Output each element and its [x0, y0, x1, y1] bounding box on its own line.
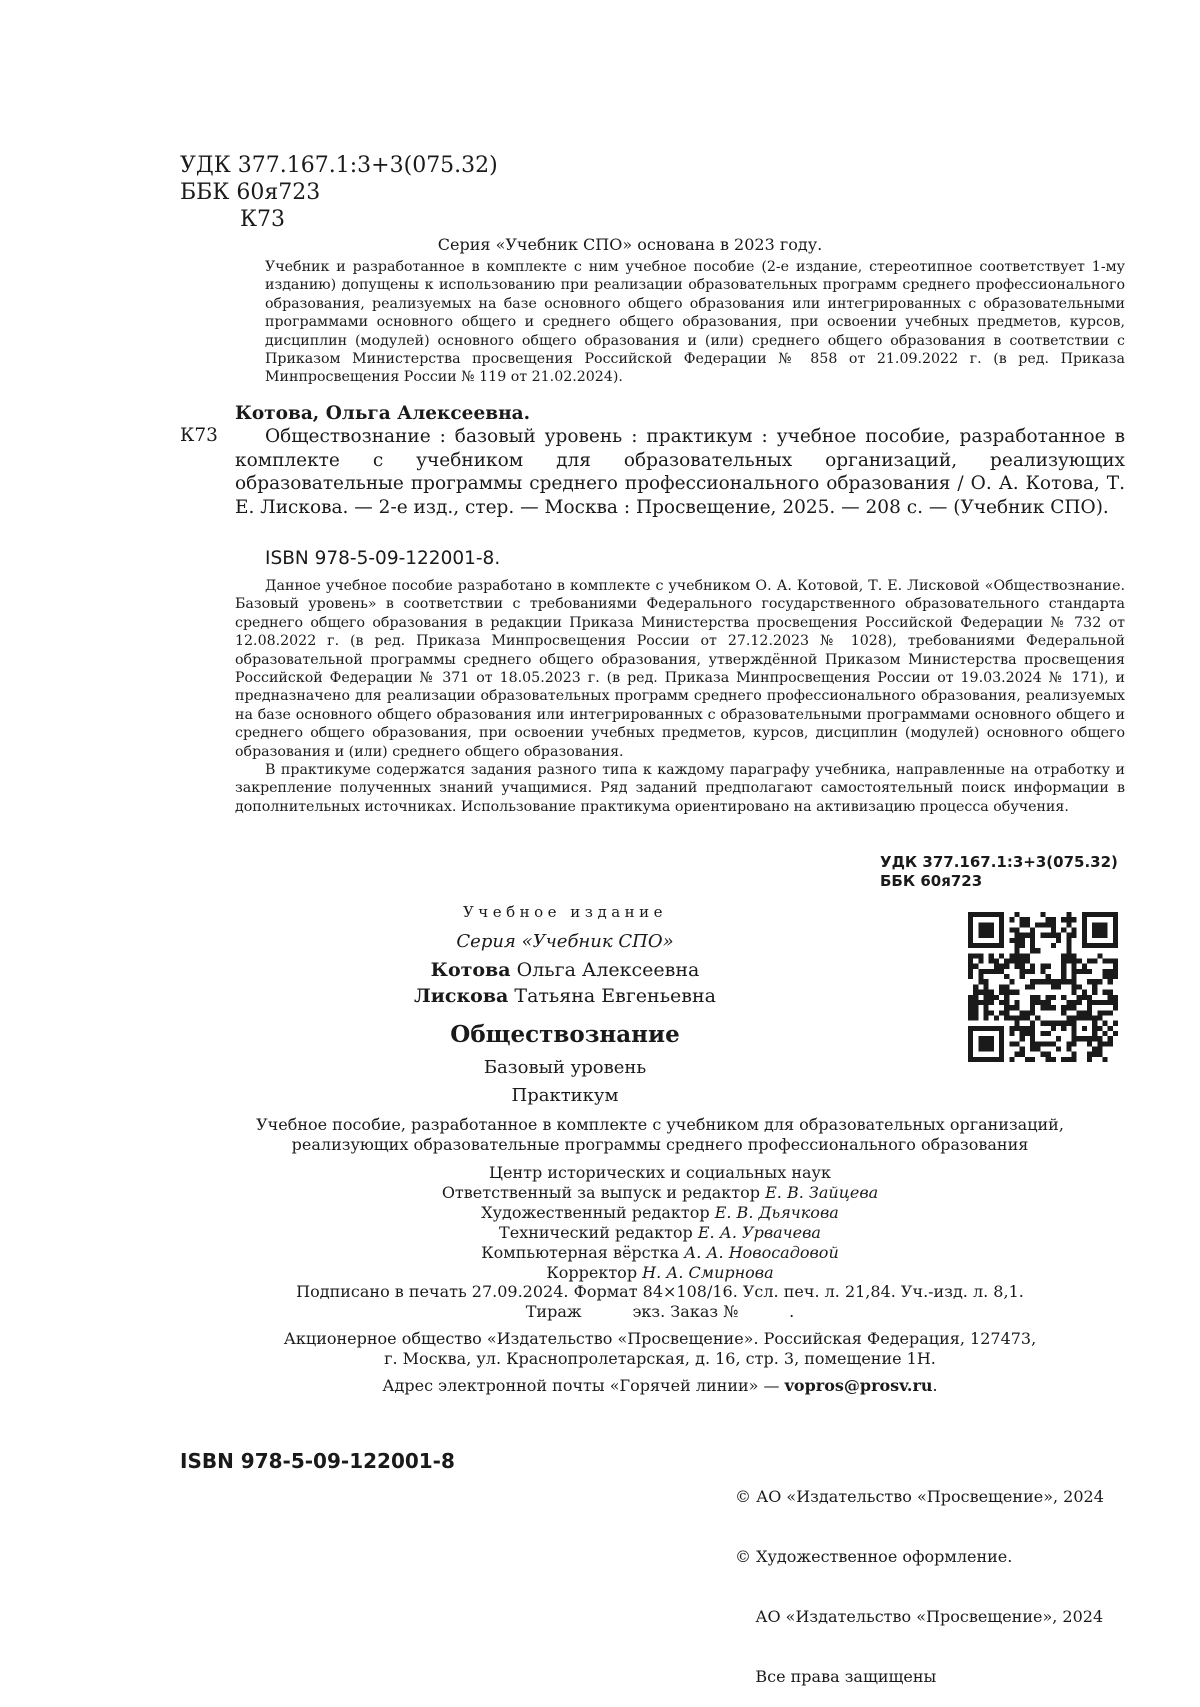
staff-name: Е. А. Урвачева — [697, 1223, 821, 1242]
description-line-2: реализующих образовательные программы среднего профессионального образования — [291, 1135, 1029, 1154]
series-note: Серия «Учебник СПО» основана в 2023 году. — [437, 235, 823, 254]
copyright-line: © Художественное оформление. — [735, 1547, 1013, 1566]
copyright-block — [735, 1447, 1104, 1707]
staff-name: Н. А. Смирнова — [642, 1263, 774, 1282]
qr-code-icon — [968, 912, 1118, 1062]
classification-codes — [180, 152, 498, 233]
staff-name: А. А. Новосадовой — [684, 1243, 839, 1262]
email-end: . — [932, 1376, 938, 1395]
email-link[interactable]: vopros@prosv.ru — [784, 1376, 933, 1395]
bibliographic-record: Обществознание : базовый уровень : практикум : учебное пособие, разработанное в комплекте с учебником для образовательных организаций, реализующих образовательные программы среднего профессионального образования / О. А. Котова, Т. Е. Лискова. — 2-е изд., стер. — Москва : Просвещение, 2025. — 208 с. — (Учебник СПО). — [235, 426, 1125, 518]
staff-role: Корректор — [546, 1263, 643, 1282]
author-1-name: Ольга Алексеевна — [510, 959, 700, 981]
staff-line — [180, 1203, 1140, 1223]
approval-text: Учебник и разработанное в комплекте с ним учебное пособие (2-е издание, стереотипное соответствует 1-му изданию) допущены к использованию при реализации образовательных программ среднего профессионального образования, реализуемых на базе основного общего образования или интегрированных с образовательными программами основного общего и среднего общего образования, при освоении учебных предметов, курсов, дисциплин (модулей) основного общего образования и (или) среднего общего образования в соответствии с Приказом Министерства просвещения Российской Федерации № 858 от 21.09.2022 г. (в ред. Приказа Минпросвещения России № 119 от 21.02.2024). — [265, 259, 1125, 386]
email-label: Адрес электронной почты «Горячей линии» — — [382, 1376, 785, 1395]
staff-line — [180, 1163, 1140, 1183]
edition-type: Учебное издание — [462, 903, 668, 921]
staff-role: Центр исторических и социальных наук — [489, 1163, 831, 1182]
staff-list — [180, 1163, 1140, 1283]
staff-role: Компьютерная вёрстка — [481, 1243, 685, 1262]
annotation-paragraph-1: Данное учебное пособие разработано в комплекте с учебником О. А. Котовой, Т. Е. Лисковой «Обществознание. Базовый уровень» в соответствии с требованиями Федерального государственного образовательного стандарта среднего общего образования в редакции Приказа Министерства просвещения Российской Федерации № 732 от 12.08.2022 г. (в ред. Приказа Минпросвещения России от 27.12.2023 № 1028), требованиями Федеральной образовательной программы среднего общего образования, утверждённой Приказом Министерства просвещения Российской Федерации № 371 от 18.05.2023 г. (в ред. Приказа Минпросвещения России от 19.03.2024 № 171), и предназначено для реализации образовательных программ среднего профессионального образования, реализуемых на базе основного общего образования или интегрированных с образовательными программами основного общего и среднего общего образования, при освоении учебных предметов, курсов, дисциплин (модулей) основного общего образования и (или) среднего общего образования. — [235, 578, 1125, 760]
udk-code: УДК 377.167.1:3+3(075.32) — [180, 153, 498, 178]
staff-line — [180, 1223, 1140, 1243]
annotation — [235, 577, 1125, 816]
print-signed-line-2: Тираж экз. Заказ № . — [525, 1302, 795, 1321]
bibliographic-author: Котова, Ольга Алексеевна. — [235, 403, 531, 424]
annotation-paragraph-2: В практикуме содержатся задания разного типа к каждому параграфу учебника, направленные на отработку и закрепление полученных знаний учащимися. Ряд заданий предполагают самостоятельный поиск информации в дополнительных источниках. Использование практикума ориентировано на активизацию процесса обучения. — [235, 762, 1125, 815]
staff-name: Е. В. Дьячкова — [714, 1203, 839, 1222]
hotline-email — [180, 1376, 1140, 1396]
udk-code-right: УДК 377.167.1:3+3(075.32) — [880, 853, 1118, 871]
staff-role: Ответственный за выпуск и редактор — [441, 1183, 766, 1202]
print-signed-line-1: Подписано в печать 27.09.2024. Формат 84×108/16. Усл. печ. л. 21,84. Уч.-изд. л. 8,1. — [296, 1282, 1024, 1301]
staff-role: Технический редактор — [499, 1223, 698, 1242]
bbk-code-right: ББК 60я723 — [880, 872, 983, 890]
series-name: Серия «Учебник СПО» — [456, 931, 674, 952]
staff-name: Е. В. Зайцева — [765, 1183, 879, 1202]
author-mark: К73 — [240, 207, 286, 232]
book-title: Обществознание — [450, 1021, 680, 1048]
author-1-surname: Котова — [430, 959, 511, 981]
book-subtitle-level: Базовый уровень — [483, 1057, 647, 1078]
author-1 — [180, 957, 950, 983]
copyright-line: АО «Издательство «Просвещение», 2024 — [735, 1607, 1104, 1626]
author-2-surname: Лискова — [414, 985, 509, 1007]
staff-line — [180, 1263, 1140, 1283]
copyright-line: Все права защищены — [735, 1667, 937, 1686]
copyright-line: © АО «Издательство «Просвещение», 2024 — [735, 1487, 1104, 1506]
staff-line — [180, 1183, 1140, 1203]
book-subtitle-type: Практикум — [511, 1085, 619, 1106]
staff-line — [180, 1243, 1140, 1263]
bbk-code: ББК 60я723 — [180, 180, 321, 205]
bibliographic-isbn: ISBN 978-5-09-122001-8. — [265, 548, 501, 569]
staff-role: Художественный редактор — [481, 1203, 715, 1222]
author-2-name: Татьяна Евгеньевна — [508, 985, 716, 1007]
bibliographic-side-mark: К73 — [180, 425, 218, 446]
author-2 — [180, 983, 950, 1009]
isbn-bottom: ISBN 978-5-09-122001-8 — [180, 1449, 455, 1473]
classification-codes-right — [880, 853, 1118, 891]
publisher-address-line-1: Акционерное общество «Издательство «Просвещение». Российская Федерация, 127473, — [283, 1329, 1037, 1348]
publisher-address-line-2: г. Москва, ул. Краснопролетарская, д. 16, стр. 3, помещение 1Н. — [384, 1349, 936, 1368]
description-line-1: Учебное пособие, разработанное в комплекте с учебником для образовательных организаций, — [256, 1115, 1064, 1134]
